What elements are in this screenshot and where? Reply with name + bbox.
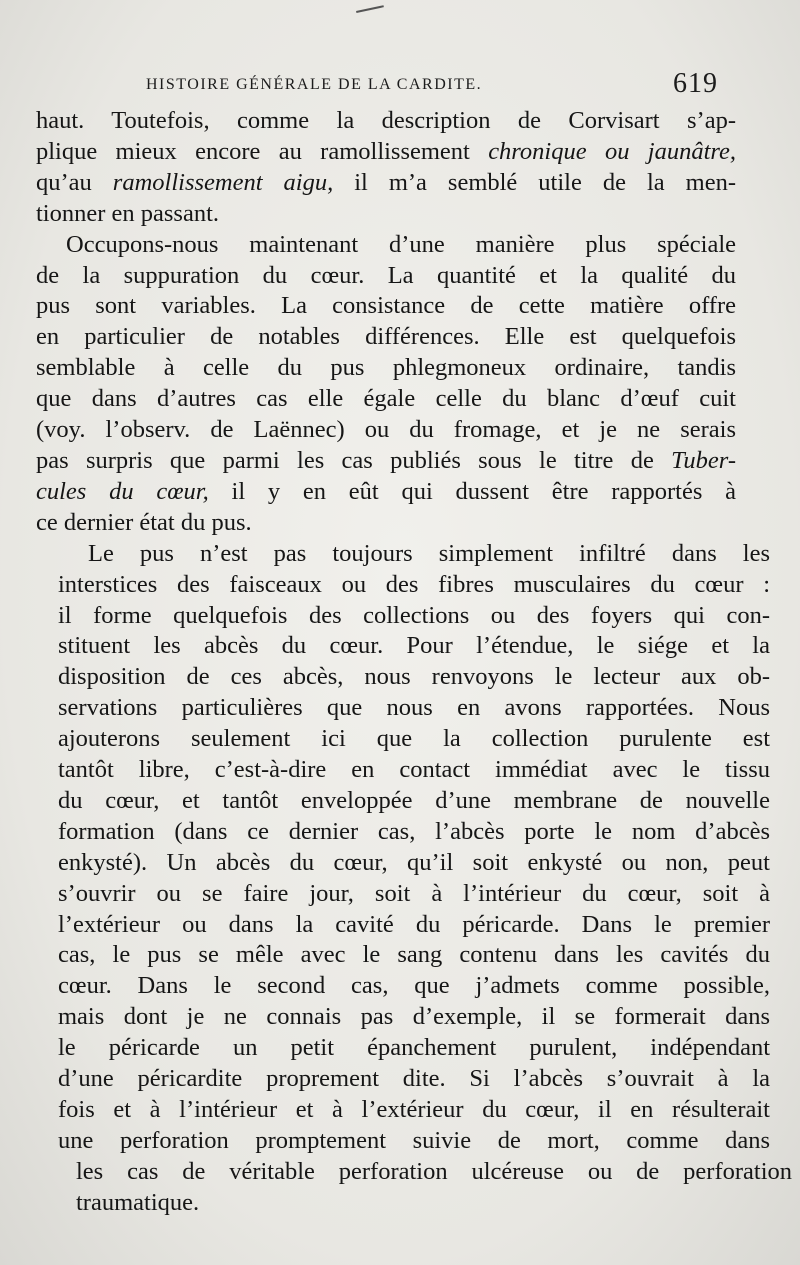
text-line: stituent les abcès du cœur. Pour l’étendue, le siége et la bbox=[58, 632, 770, 660]
running-head: HISTOIRE GÉNÉRALE DE LA CARDITE. bbox=[146, 76, 483, 93]
page-header bbox=[38, 70, 718, 110]
text-line: disposition de ces abcès, nous renvoyons le lecteur aux ob- bbox=[58, 663, 770, 691]
text-line: tionner en passant. bbox=[36, 199, 220, 227]
text-line: semblable à celle du pus phlegmoneux ordinaire, tandis bbox=[36, 354, 736, 382]
italic-term: Tuber- bbox=[671, 446, 736, 474]
text-line: les cas de véritable perforation ulcéreuse ou de perforation bbox=[76, 1157, 792, 1185]
text-line: enkysté). Un abcès du cœur, qu’il soit enkysté ou non, peut bbox=[58, 848, 770, 876]
text-line: en particulier de notables différences. Elle est quelquefois bbox=[36, 323, 736, 351]
text-line: cas, le pus se mêle avec le sang contenu dans les cavités du bbox=[58, 941, 770, 969]
page-number: 619 bbox=[673, 68, 718, 99]
italic-term: cules du cœur, bbox=[36, 477, 209, 505]
text-line: d’une péricardite proprement dite. Si l’abcès s’ouvrait à la bbox=[58, 1065, 770, 1093]
text-line: ce dernier état du pus. bbox=[36, 508, 252, 536]
text-line: qu’au ramollissement aigu, il m’a semblé utile de la men- bbox=[36, 168, 736, 196]
text-line: cules du cœur, il y en eût qui dussent être rapportés à bbox=[36, 477, 737, 505]
text-line: il forme quelquefois des collections ou des foyers qui con- bbox=[58, 601, 770, 629]
text-line: de la suppuration du cœur. La quantité et la qualité du bbox=[36, 261, 736, 289]
text-line: plique mieux encore au ramollissement chronique ou jaunâtre, bbox=[36, 137, 736, 165]
text-line: pas surpris que parmi les cas publiés sous le titre de Tuber- bbox=[36, 446, 736, 474]
text-line: tantôt libre, c’est-à-dire en contact immédiat avec le tissu bbox=[58, 756, 770, 784]
text-line: que dans d’autres cas elle égale celle du blanc d’œuf cuit bbox=[36, 385, 736, 413]
text-line: servations particulières que nous en avons rapportées. Nous bbox=[58, 694, 770, 722]
text-line: le péricarde un petit épanchement purulent, indépendant bbox=[58, 1034, 770, 1062]
text-line: (voy. l’observ. de Laënnec) ou du fromage, et je ne serais bbox=[36, 416, 736, 444]
text-line: interstices des faisceaux ou des fibres musculaires du cœur : bbox=[58, 570, 770, 598]
paragraph-start: Occupons-nous maintenant d’une manière plus spéciale bbox=[66, 230, 736, 258]
text-line: formation (dans ce dernier cas, l’abcès porte le nom d’abcès bbox=[58, 817, 770, 845]
text-line: traumatique. bbox=[76, 1188, 200, 1216]
italic-term: chronique ou jaunâtre, bbox=[488, 137, 736, 165]
text-line: l’extérieur ou dans la cavité du péricarde. Dans le premier bbox=[58, 910, 770, 938]
text-line: haut. Toutefois, comme la description de Corvisart s’ap- bbox=[36, 107, 736, 134]
text-line: une perforation promptement suivie de mort, comme dans bbox=[58, 1126, 770, 1154]
ink-mark bbox=[356, 5, 386, 23]
text-line: pus sont variables. La consistance de cette matière offre bbox=[36, 292, 736, 320]
text-line: du cœur, et tantôt enveloppée d’une membrane de nouvelle bbox=[58, 786, 770, 814]
text-line: cœur. Dans le second cas, que j’admets comme possible, bbox=[58, 972, 770, 1000]
italic-term: ramollissement aigu, bbox=[112, 168, 334, 196]
text-line: ajouterons seulement ici que la collection purulente est bbox=[58, 725, 770, 753]
body-text bbox=[36, 106, 792, 1219]
paragraph-start: Le pus n’est pas toujours simplement infiltré dans les bbox=[88, 539, 770, 567]
text-line: s’ouvrir ou se faire jour, soit à l’intérieur du cœur, soit à bbox=[58, 879, 770, 907]
text-line: mais dont je ne connais pas d’exemple, il se formerait dans bbox=[58, 1003, 770, 1031]
text-line: fois et à l’intérieur et à l’extérieur du cœur, il en résulterait bbox=[58, 1096, 770, 1123]
